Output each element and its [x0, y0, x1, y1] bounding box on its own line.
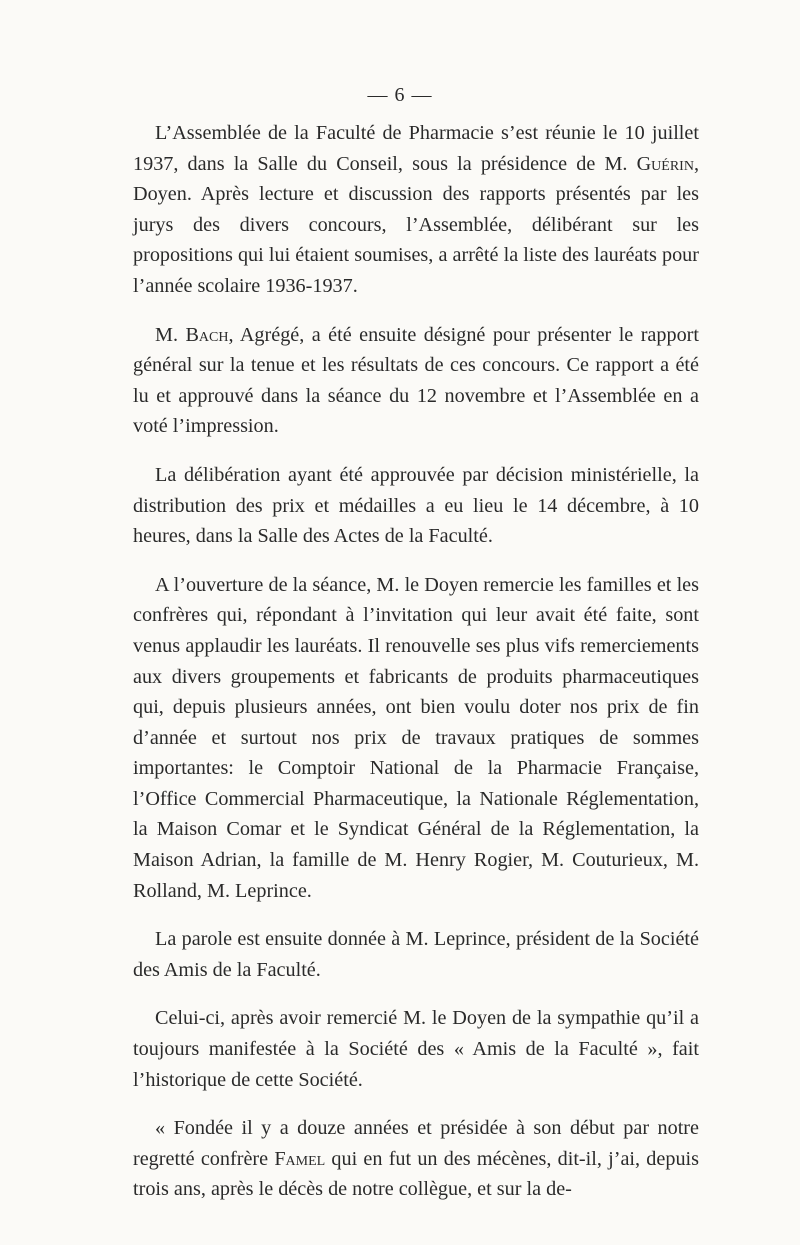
text-run: M.: [155, 323, 186, 346]
text-run: Celui-ci, après avoir remercié M. le Doyen de la sympathie qu’il a toujours manifestée à la Société des « Amis de la Faculté », fait l’historique de cette Société.: [133, 1007, 699, 1091]
text-run: , Doyen. Après lecture et discussion des rapports présentés par les jurys des divers concours, l’Assemblée, délibérant sur les propositions qui lui étaient soumises, a arrêté la liste des lauréats pour l’année scolaire 1936-1937.: [133, 152, 699, 297]
paragraph: [133, 570, 699, 907]
paragraph: [133, 460, 699, 552]
paragraph: [133, 118, 699, 302]
text-run: A l’ouverture de la séance, M. le Doyen remercie les familles et les confrères qui, répondant à l’invitation qui leur avait été faite, sont venus applaudir les lauréats. Il renouvelle ses plus vifs remerciements aux divers groupements et fabricants de produits pharmaceutiques qui, depuis plusieurs années, ont bien voulu doter nos prix de fin d’année et surtout nos prix de travaux pratiques de sommes importantes: le Comptoir National de la Pharmacie Française, l’Office Commercial Pharmaceutique, la Nationale Réglementation, la Maison Comar et le Syndicat Général de la Réglementation, la Maison Adrian, la famille de M. Henry Rogier, M. Couturieux, M. Rolland, M. Leprince.: [133, 573, 699, 902]
text-run: La délibération ayant été approuvée par décision ministérielle, la distribution des prix et médailles a eu lieu le 14 décembre, à 10 heures, dans la Salle des Actes de la Faculté.: [133, 463, 699, 548]
small-caps-name: Famel: [274, 1147, 326, 1170]
paragraph: [133, 924, 699, 985]
small-caps-name: Bach: [185, 323, 229, 346]
text-run: La parole est ensuite donnée à M. Leprince, président de la Société des Amis de la Faculté.: [133, 928, 699, 981]
text-run: « Fondée il y a douze années et présidée à son début par notre regretté confrère: [133, 1117, 699, 1170]
small-caps-name: Guérin: [636, 152, 694, 175]
paragraph: [133, 320, 699, 442]
text-run: L’Assemblée de la Faculté de Pharmacie s’est réunie le 10 juillet 1937, dans la Salle du Conseil, sous la présidence de M.: [133, 122, 699, 175]
text-run: qui en fut un des mécènes, dit-il, j’ai, depuis trois ans, après le décès de notre collègue, et sur la de-: [133, 1147, 699, 1201]
paragraph: [133, 1113, 699, 1205]
paragraph: [133, 1003, 699, 1095]
body-text: [133, 118, 699, 1223]
page-number: — 6 —: [367, 84, 433, 106]
text-run: , Agrégé, a été ensuite désigné pour présenter le rapport général sur la tenue et les résultats de ces concours. Ce rapport a été lu et approuvé dans la séance du 12 novembre et l’Assemblée en a voté l’impression.: [133, 323, 699, 438]
